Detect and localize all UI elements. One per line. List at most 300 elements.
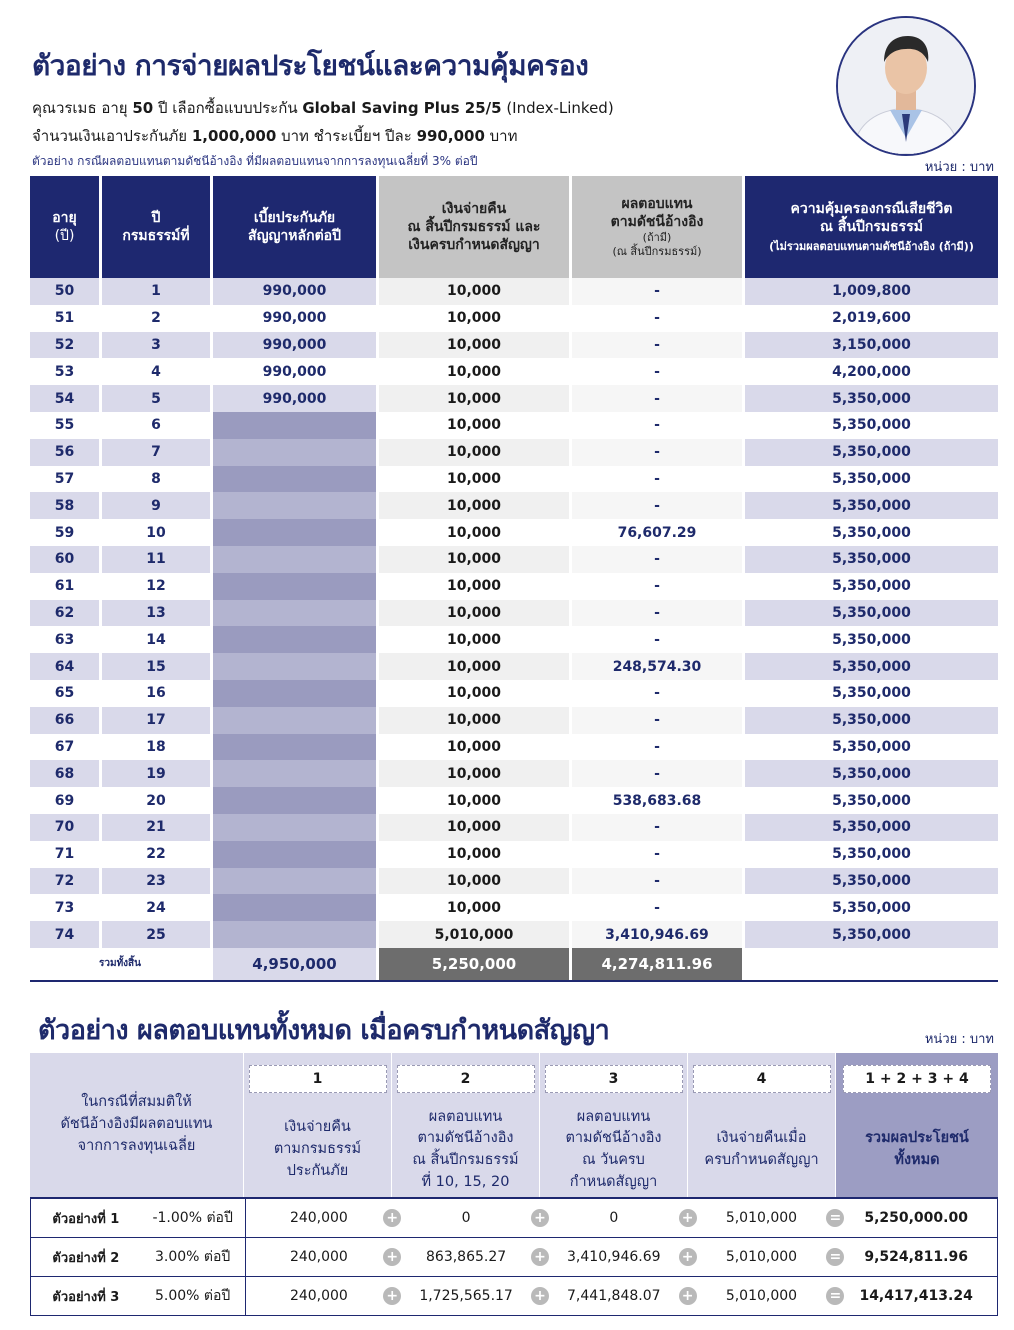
cell-total xyxy=(835,1277,997,1315)
table-row xyxy=(30,492,998,519)
page-title: ตัวอย่าง การจ่ายผลประโยชน์และความคุ้มครอง xyxy=(32,49,589,82)
cell-value: ตัวอย่างที่ 2 xyxy=(52,1250,120,1266)
unit-label: หน่วย : บาท xyxy=(924,1032,994,1047)
cell-index-return: - xyxy=(572,600,742,627)
table-row xyxy=(30,653,998,680)
table-row xyxy=(30,868,998,895)
cell-premium xyxy=(213,814,376,841)
cell-index-return: 76,607.29 xyxy=(572,519,742,546)
cell-cash-back: 10,000 xyxy=(379,305,569,332)
cell-index-return: - xyxy=(572,734,742,761)
header-text: เงินจ่ายคืนเมื่อ xyxy=(716,1130,807,1147)
cell-premium xyxy=(213,573,376,600)
cell-index-return: - xyxy=(572,760,742,787)
header-text: อายุ xyxy=(52,209,77,226)
cell-cash-back: 5,010,000 xyxy=(379,921,569,948)
cell-premium: 990,000 xyxy=(213,305,376,332)
column-number: 1 xyxy=(249,1065,387,1093)
cell-index-return: - xyxy=(572,814,742,841)
cell-value: 0 xyxy=(609,1210,619,1226)
cell-policy-year: 13 xyxy=(102,600,210,627)
header-text: ครบกำหนดสัญญา xyxy=(704,1152,819,1168)
cell-premium: 990,000 xyxy=(213,332,376,359)
header-text: ผลตอบแทน xyxy=(621,195,693,212)
header-text: ณ สิ้นปีกรมธรรม์ และ xyxy=(407,218,541,235)
benefit-table-header xyxy=(30,176,998,278)
cell-value: 7,441,848.07 xyxy=(567,1288,661,1304)
header-text: สัญญาหลักต่อปี xyxy=(248,228,341,244)
cell-col-2 xyxy=(392,1199,546,1237)
cell-premium: 990,000 xyxy=(213,385,376,412)
plus-icon: + xyxy=(383,1248,401,1266)
cell-policy-year: 12 xyxy=(102,573,210,600)
plan-name: Global Saving Plus 25/5 xyxy=(302,99,502,117)
cell-cash-back: 10,000 xyxy=(379,894,569,921)
totals-empty xyxy=(745,948,998,980)
plus-icon: + xyxy=(383,1287,401,1305)
cell-age: 50 xyxy=(30,278,99,305)
cell-age: 55 xyxy=(30,412,99,439)
totals-label xyxy=(30,948,210,980)
cell-cash-back: 10,000 xyxy=(379,412,569,439)
cell-col-3 xyxy=(540,1277,694,1315)
cell-cash-back: 10,000 xyxy=(379,787,569,814)
scenario-row xyxy=(31,1199,997,1238)
cell-premium xyxy=(213,841,376,868)
cell-death-benefit: 5,350,000 xyxy=(745,787,998,814)
col-header-condition xyxy=(30,1053,244,1197)
table-row xyxy=(30,921,998,948)
cell-index-return: 3,410,946.69 xyxy=(572,921,742,948)
table-row xyxy=(30,519,998,546)
cell-policy-year: 3 xyxy=(102,332,210,359)
header-text: ตามดัชนีอ้างอิง xyxy=(610,213,704,230)
table-row xyxy=(30,546,998,573)
table-row xyxy=(30,680,998,707)
column-label xyxy=(865,1103,969,1197)
cell-policy-year: 20 xyxy=(102,787,210,814)
cell-age: 61 xyxy=(30,573,99,600)
plus-icon: + xyxy=(531,1248,549,1266)
cell-premium xyxy=(213,546,376,573)
cell-age: 62 xyxy=(30,600,99,627)
scenario-rate xyxy=(141,1238,245,1276)
cell-cash-back: 10,000 xyxy=(379,439,569,466)
cell-value: 5,250,000.00 xyxy=(864,1210,968,1226)
cell-index-return: - xyxy=(572,707,742,734)
sum-insured: 1,000,000 xyxy=(191,127,277,145)
header-text: เงินครบกำหนดสัญญา xyxy=(408,237,540,254)
totals-cash-back: 5,250,000 xyxy=(379,948,569,980)
cell-value: 5,010,000 xyxy=(725,1288,798,1304)
return-summary-table xyxy=(30,1053,998,1316)
cell-policy-year: 22 xyxy=(102,841,210,868)
cell-col-2 xyxy=(392,1238,546,1276)
cell-death-benefit: 5,350,000 xyxy=(745,519,998,546)
cell-premium xyxy=(213,921,376,948)
cell-cash-back: 10,000 xyxy=(379,278,569,305)
header-text: ณ สิ้นปีกรมธรรม์ xyxy=(820,218,923,235)
cell-death-benefit: 5,350,000 xyxy=(745,680,998,707)
cell-age: 70 xyxy=(30,814,99,841)
return-summary-body xyxy=(30,1197,998,1316)
info-text: บาท ชำระเบี้ยฯ ปีละ xyxy=(276,127,417,145)
cell-policy-year: 17 xyxy=(102,707,210,734)
cell-cash-back: 10,000 xyxy=(379,546,569,573)
cell-age: 71 xyxy=(30,841,99,868)
cell-policy-year: 24 xyxy=(102,894,210,921)
table-row xyxy=(30,626,998,653)
cell-premium xyxy=(213,734,376,761)
customer-age: 50 xyxy=(132,99,154,117)
cell-cash-back: 10,000 xyxy=(379,626,569,653)
cell-cash-back: 10,000 xyxy=(379,841,569,868)
cell-policy-year: 23 xyxy=(102,868,210,895)
sum-insured-line xyxy=(32,124,518,148)
cell-age: 69 xyxy=(30,787,99,814)
cell-col-4 xyxy=(688,1277,842,1315)
cell-col-3 xyxy=(540,1238,694,1276)
plus-icon: + xyxy=(679,1248,697,1266)
cell-policy-year: 5 xyxy=(102,385,210,412)
cell-cash-back: 10,000 xyxy=(379,734,569,761)
header-text: เบี้ยประกันภัย xyxy=(253,209,336,226)
cell-age: 66 xyxy=(30,707,99,734)
cell-age: 68 xyxy=(30,760,99,787)
info-text: จำนวนเงินเอาประกันภัย xyxy=(32,127,192,145)
cell-col-1 xyxy=(245,1277,399,1315)
cell-death-benefit: 5,350,000 xyxy=(745,385,998,412)
cell-premium xyxy=(213,466,376,493)
col-header-age xyxy=(30,176,99,278)
cell-age: 52 xyxy=(30,332,99,359)
scenario-row xyxy=(31,1277,997,1316)
return-summary-header xyxy=(30,1053,998,1197)
equals-icon: = xyxy=(826,1287,844,1305)
header-text: ณ สิ้นปีกรมธรรม์ xyxy=(412,1152,519,1168)
cell-policy-year: 11 xyxy=(102,546,210,573)
cell-death-benefit: 5,350,000 xyxy=(745,760,998,787)
cell-index-return: - xyxy=(572,546,742,573)
cell-value: 3,410,946.69 xyxy=(567,1249,661,1265)
cell-index-return: - xyxy=(572,385,742,412)
header-text: ดัชนีอ้างอิงมีผลตอบแทน xyxy=(60,1116,213,1133)
totals-index-return: 4,274,811.96 xyxy=(572,948,742,980)
cell-index-return: - xyxy=(572,680,742,707)
cell-premium xyxy=(213,626,376,653)
table-row xyxy=(30,600,998,627)
cell-age: 72 xyxy=(30,868,99,895)
cell-cash-back: 10,000 xyxy=(379,492,569,519)
customer-info-line xyxy=(32,96,614,120)
scenario-label xyxy=(31,1277,141,1315)
table-row xyxy=(30,358,998,385)
cell-death-benefit: 5,350,000 xyxy=(745,814,998,841)
cell-age: 73 xyxy=(30,894,99,921)
col-header-total xyxy=(836,1053,998,1197)
col-header-4 xyxy=(688,1053,836,1197)
table-row xyxy=(30,707,998,734)
cell-total xyxy=(835,1199,997,1237)
cell-index-return: - xyxy=(572,278,742,305)
table-row xyxy=(30,439,998,466)
col-header-1 xyxy=(244,1053,392,1197)
cell-index-return: - xyxy=(572,412,742,439)
cell-premium xyxy=(213,492,376,519)
header-text: ปี xyxy=(151,209,161,226)
header-subtext: (ไม่รวมผลตอบแทนตามดัชนีอ้างอิง (ถ้ามี)) xyxy=(769,240,974,254)
cell-death-benefit: 5,350,000 xyxy=(745,600,998,627)
cell-death-benefit: 5,350,000 xyxy=(745,707,998,734)
cell-death-benefit: 1,009,800 xyxy=(745,278,998,305)
cell-premium xyxy=(213,653,376,680)
cell-age: 54 xyxy=(30,385,99,412)
cell-cash-back: 10,000 xyxy=(379,573,569,600)
cell-policy-year: 19 xyxy=(102,760,210,787)
column-label xyxy=(412,1103,518,1197)
cell-cash-back: 10,000 xyxy=(379,358,569,385)
cell-policy-year: 4 xyxy=(102,358,210,385)
cell-value: 5,010,000 xyxy=(725,1249,798,1265)
column-number: 2 xyxy=(397,1065,535,1093)
equals-icon: = xyxy=(826,1248,844,1266)
table-row xyxy=(30,305,998,332)
cell-policy-year: 7 xyxy=(102,439,210,466)
section-title: ตัวอย่าง ผลตอบแทนทั้งหมด เมื่อครบกำหนดสัญญา xyxy=(38,1015,610,1046)
cell-value: 863,865.27 xyxy=(426,1249,507,1265)
cell-policy-year: 21 xyxy=(102,814,210,841)
cell-policy-year: 25 xyxy=(102,921,210,948)
header-text: ตามกรมธรรม์ xyxy=(273,1141,362,1158)
table-row xyxy=(30,278,998,305)
cell-index-return: - xyxy=(572,868,742,895)
cell-policy-year: 6 xyxy=(102,412,210,439)
cell-premium xyxy=(213,519,376,546)
col-header-index-return xyxy=(572,176,742,278)
header-text: ผลตอบแทน xyxy=(576,1108,651,1125)
plus-icon: + xyxy=(383,1209,401,1227)
agent-portrait xyxy=(836,16,976,156)
cell-index-return: - xyxy=(572,332,742,359)
cell-index-return: - xyxy=(572,626,742,653)
header-text: ที่ 10, 15, 20 xyxy=(421,1173,510,1190)
cell-premium xyxy=(213,868,376,895)
cell-policy-year: 15 xyxy=(102,653,210,680)
cell-premium xyxy=(213,894,376,921)
cell-death-benefit: 5,350,000 xyxy=(745,734,998,761)
cell-death-benefit: 3,150,000 xyxy=(745,332,998,359)
header-subtext: (ถ้ามี) xyxy=(642,230,672,244)
header-text: ตามดัชนีอ้างอิง xyxy=(565,1130,662,1147)
plus-icon: + xyxy=(531,1287,549,1305)
cell-policy-year: 16 xyxy=(102,680,210,707)
benefit-table-body xyxy=(30,278,998,948)
cell-cash-back: 10,000 xyxy=(379,653,569,680)
plus-icon: + xyxy=(531,1209,549,1227)
cell-premium xyxy=(213,680,376,707)
cell-col-1 xyxy=(245,1238,399,1276)
header-text: ผลตอบแทน xyxy=(428,1108,503,1125)
scenario-rate xyxy=(141,1277,245,1315)
cell-index-return: - xyxy=(572,841,742,868)
cell-value: 240,000 xyxy=(289,1210,348,1226)
col-header-death-benefit xyxy=(745,176,998,278)
cell-death-benefit: 4,200,000 xyxy=(745,358,998,385)
cell-death-benefit: 5,350,000 xyxy=(745,894,998,921)
cell-index-return: - xyxy=(572,305,742,332)
benefit-table xyxy=(30,176,998,982)
cell-age: 56 xyxy=(30,439,99,466)
cell-cash-back: 10,000 xyxy=(379,385,569,412)
scenario-rate xyxy=(141,1199,245,1237)
cell-index-return: - xyxy=(572,573,742,600)
header-text: ในกรณีที่สมมติให้ xyxy=(81,1094,192,1111)
benefit-table-totals xyxy=(30,948,998,982)
cell-cash-back: 10,000 xyxy=(379,519,569,546)
cell-index-return: - xyxy=(572,492,742,519)
header-subtext: (ณ สิ้นปีกรมธรรม์) xyxy=(612,245,702,259)
totals-premium: 4,950,000 xyxy=(213,948,376,980)
cell-premium: 990,000 xyxy=(213,278,376,305)
cell-premium xyxy=(213,760,376,787)
cell-policy-year: 18 xyxy=(102,734,210,761)
cell-death-benefit: 5,350,000 xyxy=(745,573,998,600)
person-portrait-icon xyxy=(838,18,974,154)
header-text: ทั้งหมด xyxy=(894,1152,940,1168)
cell-age: 51 xyxy=(30,305,99,332)
column-label xyxy=(274,1103,361,1197)
col-header-premium xyxy=(213,176,376,278)
cell-age: 67 xyxy=(30,734,99,761)
col-header-policy-year xyxy=(102,176,210,278)
cell-col-1 xyxy=(245,1199,399,1237)
table-row xyxy=(30,466,998,493)
cell-cash-back: 10,000 xyxy=(379,680,569,707)
header-text: ประกันภัย xyxy=(286,1162,349,1179)
col-header-cash-back xyxy=(379,176,569,278)
cell-value: 240,000 xyxy=(289,1249,348,1265)
cell-index-return: - xyxy=(572,466,742,493)
cell-cash-back: 10,000 xyxy=(379,868,569,895)
cell-policy-year: 9 xyxy=(102,492,210,519)
table-row xyxy=(30,412,998,439)
info-text: (Index-Linked) xyxy=(501,99,614,117)
cell-col-2 xyxy=(392,1277,546,1315)
header-text: เงินจ่ายคืน xyxy=(441,200,507,217)
cell-cash-back: 10,000 xyxy=(379,600,569,627)
cell-age: 60 xyxy=(30,546,99,573)
cell-col-3 xyxy=(540,1199,694,1237)
table-row xyxy=(30,841,998,868)
cell-cash-back: 10,000 xyxy=(379,760,569,787)
table-row xyxy=(30,573,998,600)
table-row xyxy=(30,332,998,359)
col-header-3 xyxy=(540,1053,688,1197)
scenario-label xyxy=(31,1199,141,1237)
plus-icon: + xyxy=(679,1287,697,1305)
cell-cash-back: 10,000 xyxy=(379,332,569,359)
cell-age: 58 xyxy=(30,492,99,519)
header-text: ณ วันครบ xyxy=(582,1152,645,1168)
cell-premium xyxy=(213,439,376,466)
column-number: 3 xyxy=(545,1065,683,1093)
cell-policy-year: 14 xyxy=(102,626,210,653)
cell-age: 65 xyxy=(30,680,99,707)
cell-index-return: - xyxy=(572,894,742,921)
header-text: จากการลงทุนเฉลี่ย xyxy=(77,1137,196,1154)
table-row xyxy=(30,760,998,787)
column-label xyxy=(704,1103,818,1197)
cell-total xyxy=(835,1238,997,1276)
cell-index-return: 538,683.68 xyxy=(572,787,742,814)
table-row xyxy=(30,894,998,921)
header-text: รวมผลประโยชน์ xyxy=(865,1130,969,1147)
cell-policy-year: 10 xyxy=(102,519,210,546)
cell-policy-year: 1 xyxy=(102,278,210,305)
cell-age: 53 xyxy=(30,358,99,385)
header-text: ความคุ้มครองกรณีเสียชีวิต xyxy=(790,200,953,217)
table-row xyxy=(30,814,998,841)
cell-value: 9,524,811.96 xyxy=(864,1249,968,1265)
cell-policy-year: 8 xyxy=(102,466,210,493)
unit-label: หน่วย : บาท xyxy=(924,160,994,175)
table-row xyxy=(30,385,998,412)
totals-label-text: รวมทั้งสิ้น xyxy=(99,958,141,970)
numbered-column-headers xyxy=(244,1053,836,1197)
header-text: เงินจ่ายคืน xyxy=(284,1119,351,1136)
cell-value: -1.00% ต่อปี xyxy=(152,1210,233,1226)
cell-age: 64 xyxy=(30,653,99,680)
equals-icon: = xyxy=(826,1209,844,1227)
cell-cash-back: 10,000 xyxy=(379,466,569,493)
info-text: บาท xyxy=(484,127,518,145)
cell-col-4 xyxy=(688,1238,842,1276)
cell-value: 240,000 xyxy=(289,1288,348,1304)
cell-age: 57 xyxy=(30,466,99,493)
header-text: ตามดัชนีอ้างอิง xyxy=(417,1130,514,1147)
cell-death-benefit: 5,350,000 xyxy=(745,492,998,519)
header-text: กรมธรรม์ที่ xyxy=(122,228,190,244)
cell-policy-year: 2 xyxy=(102,305,210,332)
table-row xyxy=(30,787,998,814)
column-number: 1 + 2 + 3 + 4 xyxy=(843,1065,991,1093)
cell-death-benefit: 5,350,000 xyxy=(745,439,998,466)
cell-death-benefit: 5,350,000 xyxy=(745,546,998,573)
cell-age: 63 xyxy=(30,626,99,653)
plus-icon: + xyxy=(679,1209,697,1227)
column-number: 4 xyxy=(693,1065,831,1093)
info-text: คุณวรเมธ อายุ xyxy=(32,99,133,117)
cell-death-benefit: 2,019,600 xyxy=(745,305,998,332)
cell-index-return: - xyxy=(572,439,742,466)
scenario-note: ตัวอย่าง กรณีผลตอบแทนตามดัชนีอ้างอิง ที่มีผลตอบแทนจากการลงทุนเฉลี่ยที่ 3% ต่อปี xyxy=(32,154,478,168)
cell-value: ตัวอย่างที่ 3 xyxy=(52,1289,120,1305)
header-subtext: (ปี) xyxy=(54,228,75,244)
scenario-row xyxy=(31,1238,997,1277)
cell-death-benefit: 5,350,000 xyxy=(745,841,998,868)
cell-death-benefit: 5,350,000 xyxy=(745,653,998,680)
cell-premium xyxy=(213,707,376,734)
cell-death-benefit: 5,350,000 xyxy=(745,626,998,653)
annual-premium: 990,000 xyxy=(416,127,485,145)
column-label xyxy=(565,1103,661,1197)
cell-index-return: 248,574.30 xyxy=(572,653,742,680)
cell-premium xyxy=(213,412,376,439)
cell-value: 1,725,565.17 xyxy=(419,1288,513,1304)
cell-value: 5,010,000 xyxy=(725,1210,798,1226)
scenario-label xyxy=(31,1238,141,1276)
cell-value: 14,417,413.24 xyxy=(859,1288,973,1304)
